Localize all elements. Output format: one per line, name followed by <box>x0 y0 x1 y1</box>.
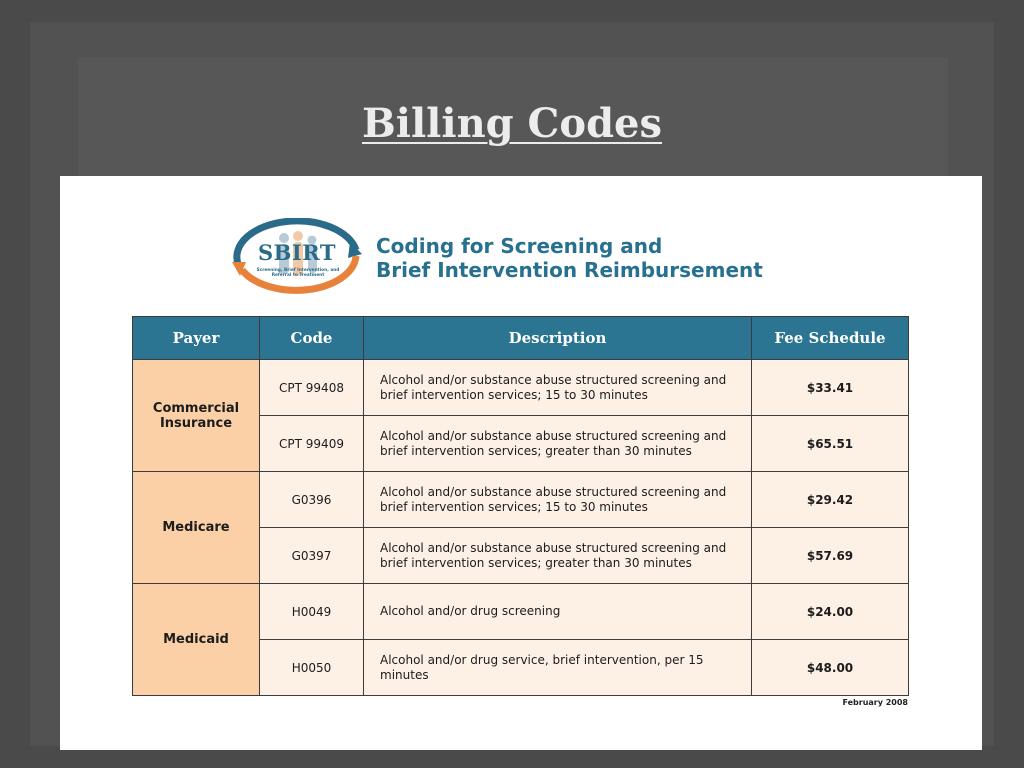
page-title: Billing Codes <box>361 100 663 147</box>
column-header-code: Code <box>260 317 364 360</box>
fee-cell: $65.51 <box>752 416 909 472</box>
fee-cell: $24.00 <box>752 584 909 640</box>
column-header-description: Description <box>364 317 752 360</box>
fee-cell: $29.42 <box>752 472 909 528</box>
heading-line-1: Coding for Screening and <box>376 234 663 258</box>
document-image <box>60 176 982 750</box>
description-cell: Alcohol and/or drug screening <box>364 584 752 640</box>
description-cell: Alcohol and/or substance abuse structured screening and brief intervention services; 15 to 30 minutes <box>364 472 752 528</box>
fee-cell: $48.00 <box>752 640 909 696</box>
payer-cell-medicare: Medicare <box>133 472 260 584</box>
table-row <box>133 360 909 416</box>
document-heading <box>376 234 836 282</box>
logo-wordmark: SBIRT <box>258 240 336 265</box>
table-row <box>133 472 909 528</box>
billing-codes-table <box>132 316 909 696</box>
heading-line-2: Brief Intervention Reimbursement <box>376 258 763 282</box>
code-cell: G0397 <box>260 528 364 584</box>
code-cell: G0396 <box>260 472 364 528</box>
date-footnote: February 2008 <box>842 698 908 707</box>
description-cell: Alcohol and/or substance abuse structured screening and brief intervention services; greater than 30 minutes <box>364 528 752 584</box>
table-row <box>133 584 909 640</box>
payer-cell-commercial: Commercial Insurance <box>133 360 260 472</box>
column-header-fee: Fee Schedule <box>752 317 909 360</box>
fee-cell: $33.41 <box>752 360 909 416</box>
code-cell: H0049 <box>260 584 364 640</box>
fee-cell: $57.69 <box>752 528 909 584</box>
code-cell: CPT 99409 <box>260 416 364 472</box>
table-header-row <box>133 317 909 360</box>
description-cell: Alcohol and/or substance abuse structured screening and brief intervention services; 15 to 30 minutes <box>364 360 752 416</box>
logo-tagline: Screening, Brief Intervention, and Referral to Treatment <box>256 268 340 278</box>
sbirt-logo <box>228 218 366 300</box>
code-cell: H0050 <box>260 640 364 696</box>
description-cell: Alcohol and/or drug service, brief intervention, per 15 minutes <box>364 640 752 696</box>
column-header-payer: Payer <box>133 317 260 360</box>
description-cell: Alcohol and/or substance abuse structured screening and brief intervention services; greater than 30 minutes <box>364 416 752 472</box>
code-cell: CPT 99408 <box>260 360 364 416</box>
payer-cell-medicaid: Medicaid <box>133 584 260 696</box>
